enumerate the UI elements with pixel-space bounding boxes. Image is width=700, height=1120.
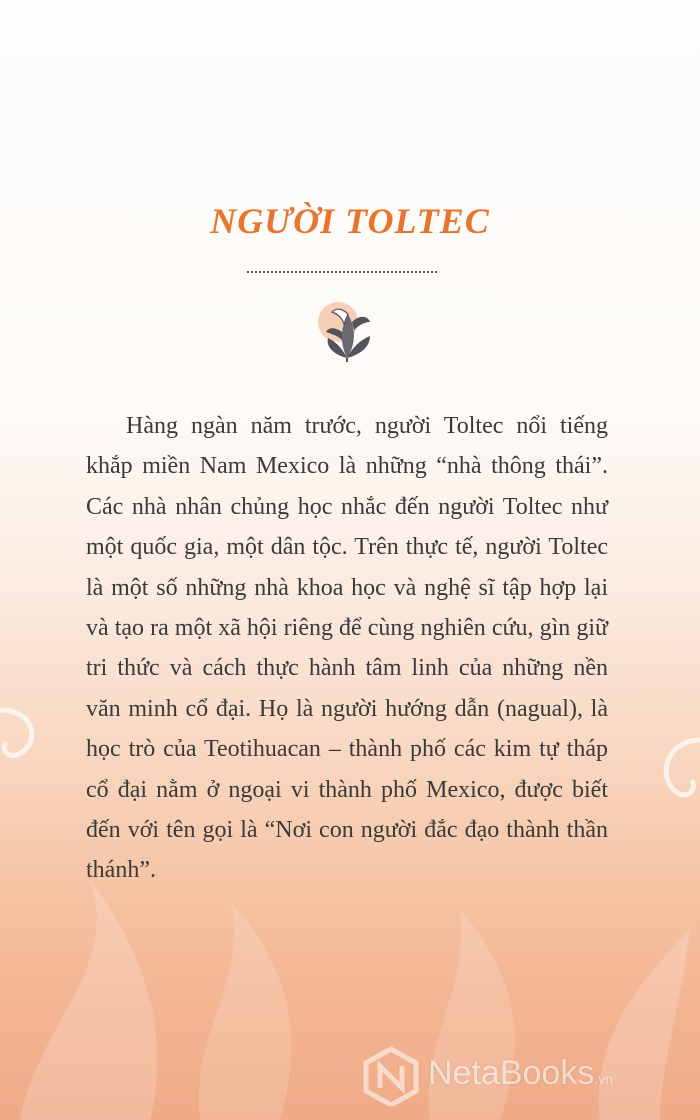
chapter-title: NGƯỜI TOLTEC [210, 201, 490, 241]
watermark-suffix: .vn [594, 1071, 614, 1087]
dotted-divider [247, 271, 437, 275]
background-swirl-left [0, 690, 60, 800]
flower-bud-icon [312, 292, 382, 364]
watermark [362, 1044, 692, 1108]
watermark-text [428, 1054, 613, 1093]
netabooks-logo-icon [362, 1046, 420, 1106]
body-paragraph: Hàng ngàn năm trước, người Toltec nổi tiếng khắp miền Nam Mexico là những “nhà thông thái”. Các nhà nhân chủng học nhắc đến người Toltec như một quốc gia, một dân tộc. Trên thực tế, người Toltec là một số những nhà khoa học và nghệ sĩ tập hợp lại và tạo ra một xã hội riêng để cùng nghiên cứu, gìn giữ tri thức và cách thực hành tâm linh của những nền văn minh cổ đại. Họ là người hướng dẫn (nagual), là học trò của Teotihuacan – thành phố các kim tự tháp cổ đại nằm ở ngoại vi thành phố Mexico, được biết đến với tên gọi là “Nơi con người đắc đạo thành thần thánh”. [86, 413, 608, 884]
watermark-brand: NetaBooks [428, 1054, 595, 1092]
